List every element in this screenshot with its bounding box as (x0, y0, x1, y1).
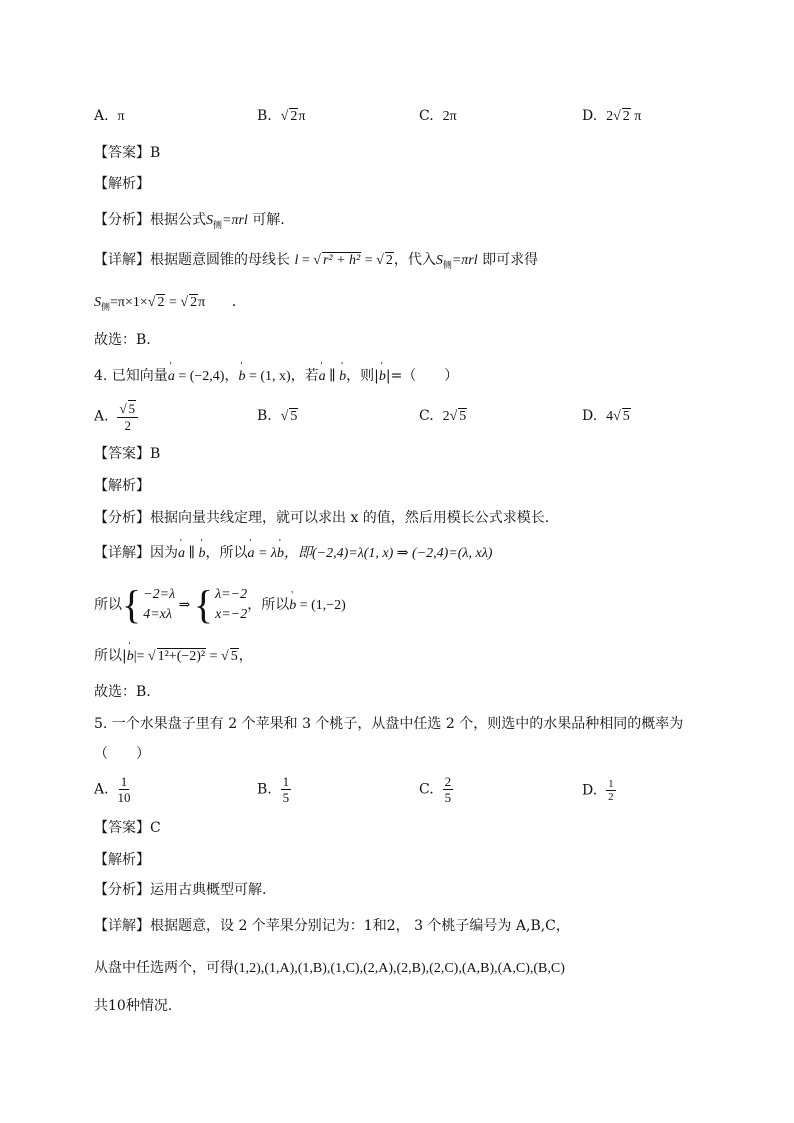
if: ，若 (290, 368, 319, 384)
q4-answer: 【答案】B (94, 446, 161, 462)
option-suffix: π (298, 109, 306, 124)
denominator: 2 (608, 791, 614, 803)
prefix: 2 (442, 409, 450, 424)
denominator: 5 (282, 790, 290, 805)
vector-a: ' a (168, 367, 175, 387)
equation-system: { λ=−2 x=−2 (193, 582, 248, 627)
q5-fenxi: 【分析】运用古典概型可解. (94, 882, 267, 898)
formula-sub: 侧 (101, 303, 111, 313)
radicand: r² + h² (322, 253, 361, 268)
sys2-row1: λ=−2 (215, 587, 248, 602)
xiangjie-label: 【详解】 (94, 252, 150, 268)
sqrt-sign (313, 253, 321, 268)
numerator: 1 (608, 778, 614, 790)
q3-xiangjie (94, 250, 538, 276)
prefix: 4 (606, 409, 614, 424)
eq: = (361, 253, 377, 268)
sqrt-sign (180, 295, 188, 310)
radicand: 2 (385, 253, 393, 268)
sys-row1: −2=λ (143, 587, 176, 602)
q3-guxuan: 故选：B. (94, 332, 151, 348)
q3-jiexi: 【解析】 (94, 176, 150, 192)
option-suffix: π (630, 109, 642, 124)
option-letter: B. (257, 408, 272, 424)
eq-lambda: = λ (254, 546, 277, 561)
vector-b: ' b (277, 544, 284, 564)
vector-b: ' b (238, 367, 245, 387)
option-prefix: 2 (606, 109, 614, 124)
q5-list (94, 958, 565, 979)
vector-a: ' a (247, 544, 254, 564)
option-letter: B. (257, 781, 272, 798)
option-letter: D. (582, 108, 598, 124)
parallel: ∥ (325, 369, 340, 384)
xiangjie-post: 即可求得 (477, 252, 539, 268)
stem-end: |=（ ） (385, 368, 459, 384)
formula-sub: 侧 (442, 261, 452, 271)
xiangjie-post: ，即(−2,4)=λ(1, x) ⇒ (−2,4)=(λ, xλ) (283, 546, 493, 561)
q5-option-c (419, 774, 453, 805)
sys-row2: 4=xλ (143, 607, 172, 622)
radicand: 5 (290, 409, 298, 424)
radicand: 1²+(−2)² (157, 649, 206, 664)
denominator: 2 (124, 418, 132, 433)
arrow: ⇒ (175, 598, 194, 613)
option-letter: A. (94, 408, 109, 425)
sqrt-sign (613, 109, 621, 124)
q4-xiangjie (94, 543, 492, 564)
xiangjie-pre: 因为 (150, 545, 178, 561)
q3-answer: 【答案】B (94, 145, 161, 161)
q4-option-a (94, 400, 138, 433)
equation-system: { −2=λ 4=xλ (122, 582, 176, 627)
xiangjie-label: 【详解】 (94, 545, 150, 561)
vector-a: ' a (319, 367, 326, 387)
eq: = (298, 253, 314, 268)
fenxi-label: 【分析】 (94, 212, 150, 228)
formula-rest: =πrl (451, 253, 478, 268)
q5-total: 共10种情况. (94, 998, 173, 1014)
q4-num: 4. (94, 368, 112, 384)
q4-stem (94, 366, 458, 387)
option-letter: C. (419, 408, 434, 424)
suffix: π (198, 295, 206, 310)
vector-b: ' b (379, 367, 386, 387)
q4-modulus (94, 646, 253, 667)
xiangjie-mid: ，代入 (393, 252, 436, 268)
sqrt-sign (613, 409, 621, 424)
sqrt-sign (119, 401, 126, 416)
q3-option-d (582, 106, 641, 127)
result-eq: =π×1× (110, 295, 148, 310)
option-radicand: 2 (622, 109, 630, 124)
q3-option-a (94, 106, 125, 127)
formula-s: S (206, 213, 213, 228)
xiangjie-mid: ，所以 (205, 545, 248, 561)
option-letter: A. (94, 781, 109, 798)
q5-option-b (257, 774, 291, 805)
sqrt-sign (281, 409, 289, 424)
mod-pre: 所以| (94, 648, 127, 664)
vector-a: ' a (178, 544, 185, 564)
q5-option-a (94, 774, 130, 805)
sys-post: ，所以 (247, 597, 290, 613)
option-radicand: 2 (290, 109, 298, 124)
sys-pre: 所以 (94, 597, 122, 613)
q3-option-c (419, 106, 457, 127)
sqrt-sign (281, 109, 289, 124)
q5-answer: 【答案】C (94, 820, 161, 836)
q4-option-d (582, 406, 631, 427)
numerator: 1 (282, 774, 290, 789)
vector-b: ' b (289, 584, 296, 628)
radicand: 2 (157, 295, 165, 310)
vector-b: ' b (339, 367, 346, 387)
parallel: ∥ (185, 546, 199, 561)
option-letter: C. (419, 781, 434, 798)
mod-mid: |= (133, 649, 148, 664)
vector-b: ' b (198, 544, 205, 564)
sys-result: = (1,−2) (296, 598, 346, 613)
q4-jiexi: 【解析】 (94, 478, 150, 494)
formula-s: S (94, 295, 101, 310)
radicand: 5 (459, 409, 467, 424)
option-letter: A. (94, 108, 109, 124)
q4-system (94, 583, 346, 627)
q5-xiangjie: 【详解】根据题意，设 2 个苹果分别记为：1和2， 3 个桃子编号为 A,B,C， (94, 918, 570, 934)
q5-stem-paren: （ ） (94, 746, 150, 762)
option-letter: B. (257, 108, 272, 124)
eq: = (206, 649, 222, 664)
fraction (117, 400, 138, 433)
sqrt-sign (221, 649, 229, 664)
formula-s: S (435, 253, 443, 268)
fenxi-pre: 根据公式 (150, 212, 206, 228)
option-letter: D. (582, 782, 598, 799)
then: ，则| (346, 368, 379, 384)
list-pre: 从盘中任选两个，可得 (94, 960, 234, 976)
vector-b: ' b (127, 647, 134, 667)
q4-fenxi: 【分析】根据向量共线定理，就可以求出 x 的值，然后用模长公式求模长. (94, 510, 550, 526)
sys2-row2: x=−2 (215, 607, 248, 622)
sqrt-sign (148, 649, 156, 664)
fraction (281, 774, 292, 805)
q5-jiexi: 【解析】 (94, 852, 150, 868)
fraction (443, 774, 454, 805)
formula-sub: 侧 (213, 221, 223, 231)
q3-fenxi (94, 210, 285, 236)
q4-option-b (257, 406, 298, 427)
sqrt-sign (450, 409, 458, 424)
fenxi-post: 可解. (247, 212, 285, 228)
a-val: = (−2,4) (174, 369, 225, 384)
q4-option-c (419, 406, 467, 427)
denominator: 5 (444, 790, 452, 805)
sqrt-sign (148, 295, 156, 310)
radicand: 2 (190, 295, 198, 310)
q3-result (94, 292, 246, 318)
radicand: 5 (622, 409, 630, 424)
option-letter: D. (582, 408, 598, 424)
numerator: 1 (120, 774, 128, 789)
option-letter: C. (419, 108, 434, 124)
sqrt-sign (376, 253, 384, 268)
q4-guxuan: 故选：B. (94, 684, 151, 700)
xiangjie-pre: 根据题意圆锥的母线长 (150, 252, 290, 268)
q3-option-b (257, 106, 305, 127)
mod-post: ， (238, 648, 253, 664)
formula-rest: =πrl (222, 213, 248, 228)
sep: ， (224, 368, 239, 384)
list-pairs: (1,2),(1,A),(1,B),(1,C),(2,A),(2,B),(2,C),(A,B),(A,C),(B,C) (234, 961, 565, 976)
fraction (117, 774, 130, 805)
q5-option-d (582, 778, 616, 803)
fraction (606, 778, 616, 803)
option-value: π (117, 109, 125, 124)
eq: = (165, 295, 181, 310)
denominator: 10 (117, 790, 131, 805)
period: ． (231, 294, 246, 310)
q5-stem: 5. 一个水果盘子里有 2 个苹果和 3 个桃子，从盘中任选 2 个，则选中的水果品种相同的概率为 (94, 716, 684, 732)
option-value: 2π (442, 109, 457, 124)
radicand: 5 (230, 649, 238, 664)
numerator: 2 (444, 774, 452, 789)
numerator: 5 (128, 401, 136, 416)
var-l: l (294, 253, 299, 268)
stem-pre: 已知向量 (111, 368, 168, 384)
b-val: = (1, x) (245, 369, 291, 384)
